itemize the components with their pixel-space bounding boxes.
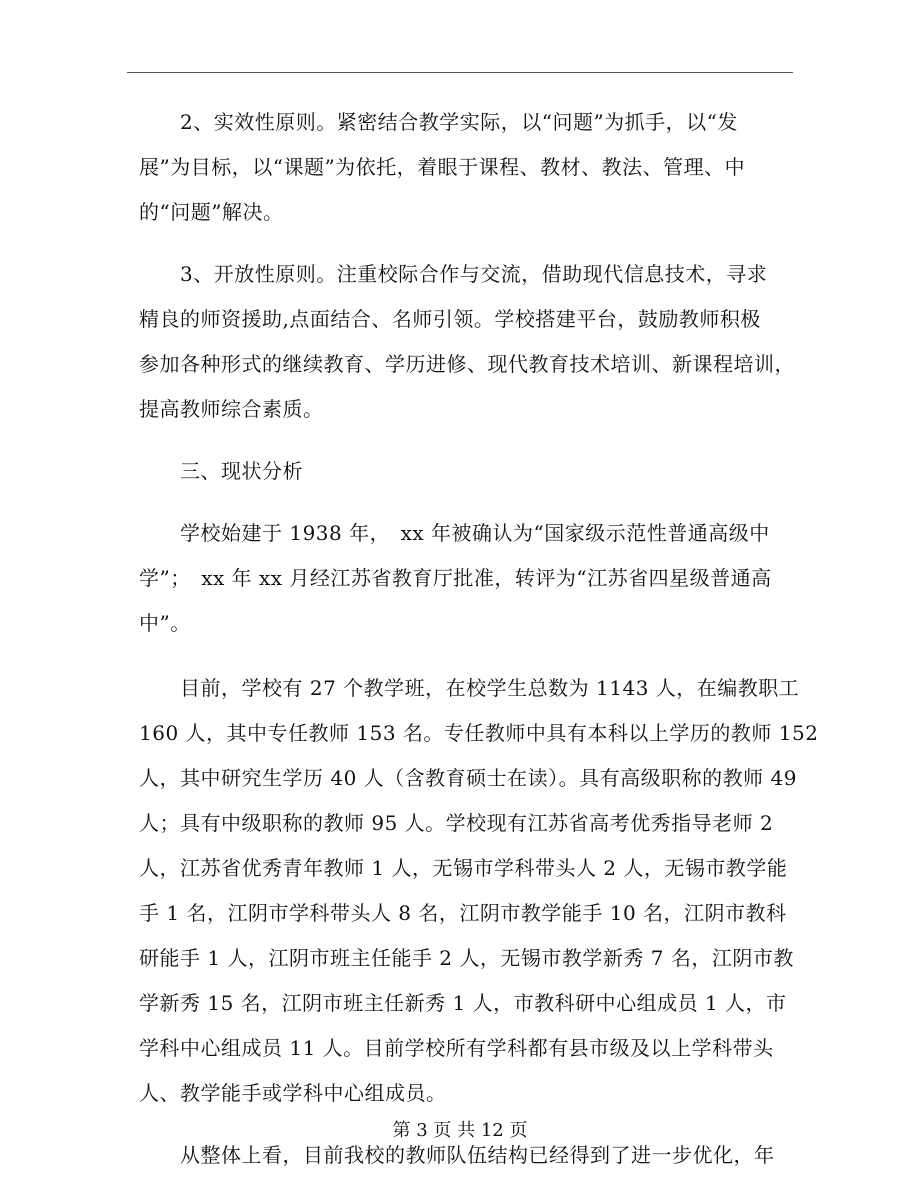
text-line: 的“问题”解决。: [139, 200, 284, 224]
text-line: 学新秀 15 名，江阴市班主任新秀 1 人，市教科研中心组成员 1 人，市: [139, 991, 787, 1015]
header-rule: [127, 72, 793, 73]
document-body: [139, 100, 819, 1178]
text-line: 学科中心组成员 11 人。目前学校所有学科都有县市级及以上学科带头: [139, 1036, 774, 1060]
text-line: 提高教师综合素质。: [139, 397, 324, 421]
text-line: 参加各种形式的继续教育、学历进修、现代教育技术培训、新课程培训，: [139, 352, 795, 376]
text-line: 学校始建于 1938 年， xx 年被确认为“国家级示范性普通高级中: [139, 521, 770, 545]
text-line: 3、开放性原则。注重校际合作与交流，借助现代信息技术，寻求: [139, 262, 768, 286]
text-line: 人，其中研究生学历 40 人（含教育硕士在读）。具有高级职称的教师 49: [139, 766, 797, 790]
text-line: 精良的师资援助,点面结合、名师引领。学校搭建平台，鼓励教师积极: [139, 307, 761, 331]
paragraph-school-history: [139, 511, 789, 646]
text-line: 研能手 1 人，江阴市班主任能手 2 人，无锡市教学新秀 7 名，江阴市教: [139, 946, 794, 970]
text-line: 2、实效性原则。紧密结合教学实际，以“问题”为抓手，以“发: [139, 110, 738, 134]
paragraph-principle-3: [139, 252, 795, 432]
text-line: 学”； xx 年 xx 月经江苏省教育厅批准，转评为“江苏省四星级普通高: [139, 566, 772, 590]
text-line: 中”。: [139, 611, 191, 635]
text-line: 手 1 名，江阴市学科带头人 8 名，江阴市教学能手 10 名，江阴市教科: [139, 901, 787, 925]
paragraph-principle-2: [139, 100, 789, 235]
text-line: 人，江苏省优秀青年教师 1 人，无锡市学科带头人 2 人，无锡市教学能: [139, 856, 788, 880]
paragraph-current-staff: [139, 666, 819, 1116]
text-line: 三、现状分析: [139, 459, 303, 483]
section-heading: [139, 449, 789, 494]
text-line: 目前，学校有 27 个教学班，在校学生总数为 1143 人，在编教职工: [139, 676, 800, 700]
text-line: 160 人，其中专任教师 153 名。专任教师中具有本科以上学历的教师 152: [139, 721, 819, 745]
text-line: 展”为目标，以“课题”为依托，着眼于课程、教材、教法、管理、中: [139, 155, 746, 179]
page-number: 第 3 页 共 12 页: [392, 1120, 528, 1141]
text-line: 人、教学能手或学科中心组成员。: [139, 1081, 447, 1105]
text-line: 人；具有中级职称的教师 95 人。学校现有江苏省高考优秀指导老师 2: [139, 811, 774, 835]
text-line: 从整体上看，目前我校的教师队伍结构已经得到了进一步优化，年: [139, 1143, 775, 1167]
